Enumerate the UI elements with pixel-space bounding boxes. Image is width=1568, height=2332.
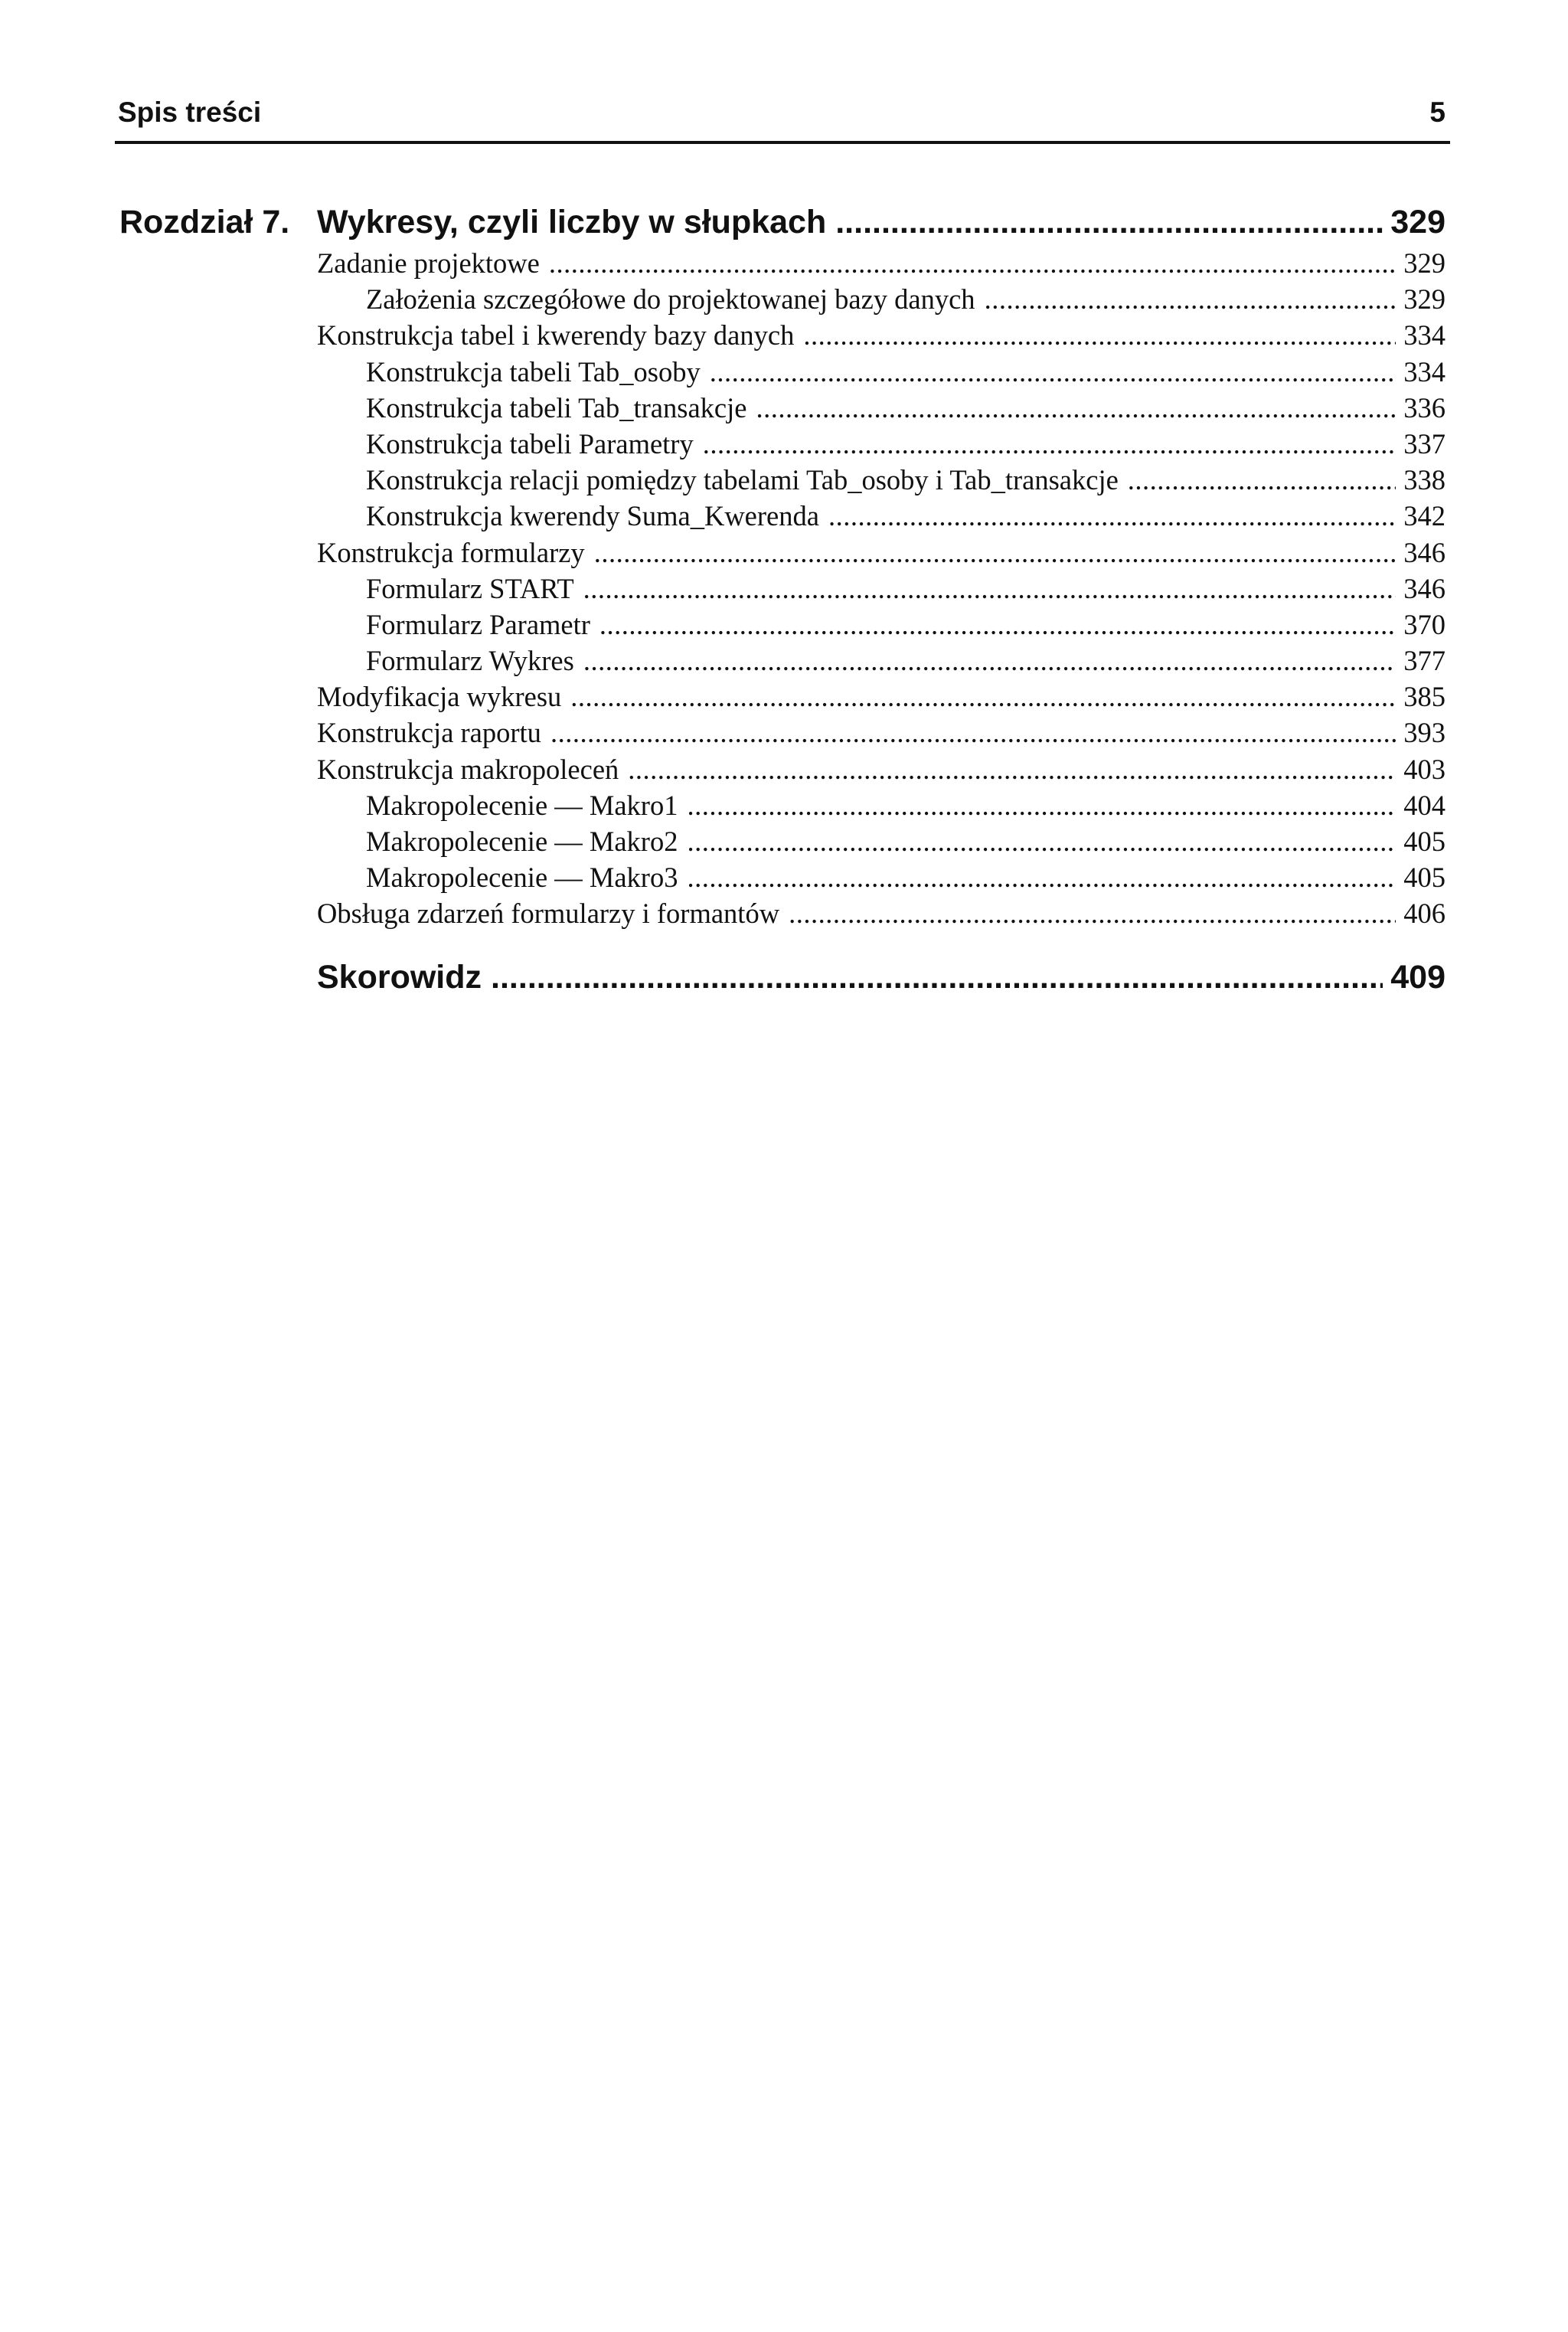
toc-entry[interactable] (115, 823, 1450, 859)
toc-entry[interactable] (115, 643, 1450, 679)
dot-leader (710, 354, 1396, 390)
table-of-contents (115, 199, 1450, 1002)
toc-entry-page-number: 403 (1403, 753, 1446, 785)
toc-entry[interactable] (115, 354, 1450, 390)
toc-entry-page-number: 405 (1403, 862, 1446, 894)
index-page-number: 409 (1390, 958, 1446, 996)
toc-entry-page-number: 406 (1403, 898, 1446, 930)
toc-entry-page-number: 404 (1403, 789, 1446, 821)
chapter-label: Rozdział 7. (119, 204, 290, 240)
dot-leader (583, 571, 1396, 607)
toc-entry-page-number: 377 (1403, 645, 1446, 677)
toc-entry[interactable] (115, 571, 1450, 607)
dot-leader (687, 787, 1396, 823)
toc-entry-page-number: 405 (1403, 826, 1446, 857)
toc-entry-line (366, 823, 1446, 859)
toc-entry[interactable] (115, 607, 1450, 643)
dot-leader (628, 751, 1396, 787)
toc-entry-line (366, 643, 1446, 679)
toc-entry-page-number: 342 (1403, 500, 1446, 532)
chapter-title-line (317, 199, 1446, 245)
toc-entry[interactable] (115, 895, 1450, 931)
toc-entry-line (366, 859, 1446, 895)
toc-entry-line (366, 354, 1446, 390)
toc-entry-title: Konstrukcja kwerendy Suma_Kwerenda (366, 500, 819, 532)
toc-entry-title: Konstrukcja tabel i kwerendy bazy danych (317, 319, 795, 352)
toc-entry-title: Makropolecenie — Makro1 (366, 789, 678, 821)
running-header-page-number: 5 (1429, 96, 1446, 128)
running-header (115, 90, 1450, 144)
toc-entry[interactable] (115, 390, 1450, 426)
chapter-heading[interactable] (115, 199, 1450, 245)
toc-entry-page-number: 329 (1403, 283, 1446, 316)
running-header-title: Spis treści (118, 96, 262, 128)
toc-entry-page-number: 346 (1403, 572, 1446, 604)
toc-entry[interactable] (115, 751, 1450, 787)
toc-entry-title: Konstrukcja relacji pomiędzy tabelami Tab_osoby i Tab_transakcje (366, 464, 1119, 496)
dot-leader (835, 199, 1383, 245)
toc-entry-page-number: 370 (1403, 608, 1446, 640)
toc-entry-title: Konstrukcja tabeli Tab_osoby (366, 355, 701, 388)
toc-entry-line (317, 751, 1446, 787)
toc-entry-title: Konstrukcja makropoleceń (317, 753, 619, 785)
toc-entry[interactable] (115, 715, 1450, 751)
section-spacer (115, 932, 1450, 952)
toc-entry-title: Konstrukcja formularzy (317, 536, 585, 568)
toc-entry[interactable] (115, 859, 1450, 895)
toc-entry-line (366, 390, 1446, 426)
dot-leader (550, 715, 1396, 751)
chapter-page-number: 329 (1390, 204, 1446, 240)
toc-entry-page-number: 329 (1403, 247, 1446, 279)
toc-entry-line (317, 245, 1446, 281)
toc-entries (115, 245, 1450, 932)
toc-entry-title: Makropolecenie — Makro3 (366, 862, 678, 894)
toc-entry-line (366, 571, 1446, 607)
dot-leader (1128, 462, 1396, 498)
toc-entry-line (317, 895, 1446, 931)
dot-leader (583, 643, 1396, 679)
index-title-line (317, 952, 1446, 1002)
toc-entry-line (366, 462, 1446, 498)
toc-entry[interactable] (115, 245, 1450, 281)
toc-entry-title: Konstrukcja tabeli Parametry (366, 427, 694, 460)
dot-leader (828, 498, 1396, 534)
toc-entry-line (317, 317, 1446, 353)
toc-entry-page-number: 337 (1403, 427, 1446, 460)
toc-entry-line (317, 715, 1446, 751)
dot-leader (803, 317, 1396, 353)
toc-entry-line (366, 498, 1446, 534)
dot-leader (570, 679, 1396, 715)
toc-entry-page-number: 385 (1403, 681, 1446, 713)
dot-leader (687, 823, 1396, 859)
dot-leader (703, 426, 1396, 462)
toc-entry-title: Formularz Wykres (366, 645, 574, 677)
dot-leader (594, 535, 1396, 571)
dot-leader (789, 895, 1396, 931)
toc-entry-title: Zadanie projektowe (317, 247, 540, 279)
toc-entry[interactable] (115, 679, 1450, 715)
toc-entry[interactable] (115, 535, 1450, 571)
toc-entry-title: Makropolecenie — Makro2 (366, 826, 678, 857)
toc-entry-page-number: 336 (1403, 391, 1446, 424)
toc-entry-title: Formularz START (366, 572, 574, 604)
dot-leader (687, 859, 1396, 895)
toc-entry[interactable] (115, 281, 1450, 317)
toc-entry-title: Założenia szczegółowe do projektowanej bazy danych (366, 283, 975, 316)
toc-entry[interactable] (115, 462, 1450, 498)
chapter-title: Wykresy, czyli liczby w słupkach (317, 204, 827, 240)
toc-entry[interactable] (115, 787, 1450, 823)
toc-entry-line (366, 787, 1446, 823)
toc-entry-line (317, 679, 1446, 715)
toc-entry[interactable] (115, 498, 1450, 534)
toc-entry-page-number: 334 (1403, 319, 1446, 352)
toc-entry-page-number: 338 (1403, 464, 1446, 496)
toc-entry-line (317, 535, 1446, 571)
index-title: Skorowidz (317, 958, 482, 996)
index-heading[interactable] (115, 952, 1450, 1002)
dot-leader (491, 952, 1383, 1002)
toc-entry-page-number: 393 (1403, 717, 1446, 749)
toc-entry-line (366, 281, 1446, 317)
toc-entry-title: Obsługa zdarzeń formularzy i formantów (317, 898, 780, 930)
toc-entry-title: Modyfikacja wykresu (317, 681, 562, 713)
toc-entry[interactable] (115, 317, 1450, 353)
dot-leader (599, 607, 1396, 643)
toc-entry[interactable] (115, 426, 1450, 462)
toc-entry-title: Formularz Parametr (366, 608, 590, 640)
toc-entry-line (366, 607, 1446, 643)
toc-entry-page-number: 346 (1403, 536, 1446, 568)
toc-entry-title: Konstrukcja tabeli Tab_transakcje (366, 391, 747, 424)
toc-entry-page-number: 334 (1403, 355, 1446, 388)
toc-entry-title: Konstrukcja raportu (317, 717, 541, 749)
dot-leader (985, 281, 1396, 317)
dot-leader (756, 390, 1396, 426)
toc-entry-line (366, 426, 1446, 462)
dot-leader (549, 245, 1396, 281)
